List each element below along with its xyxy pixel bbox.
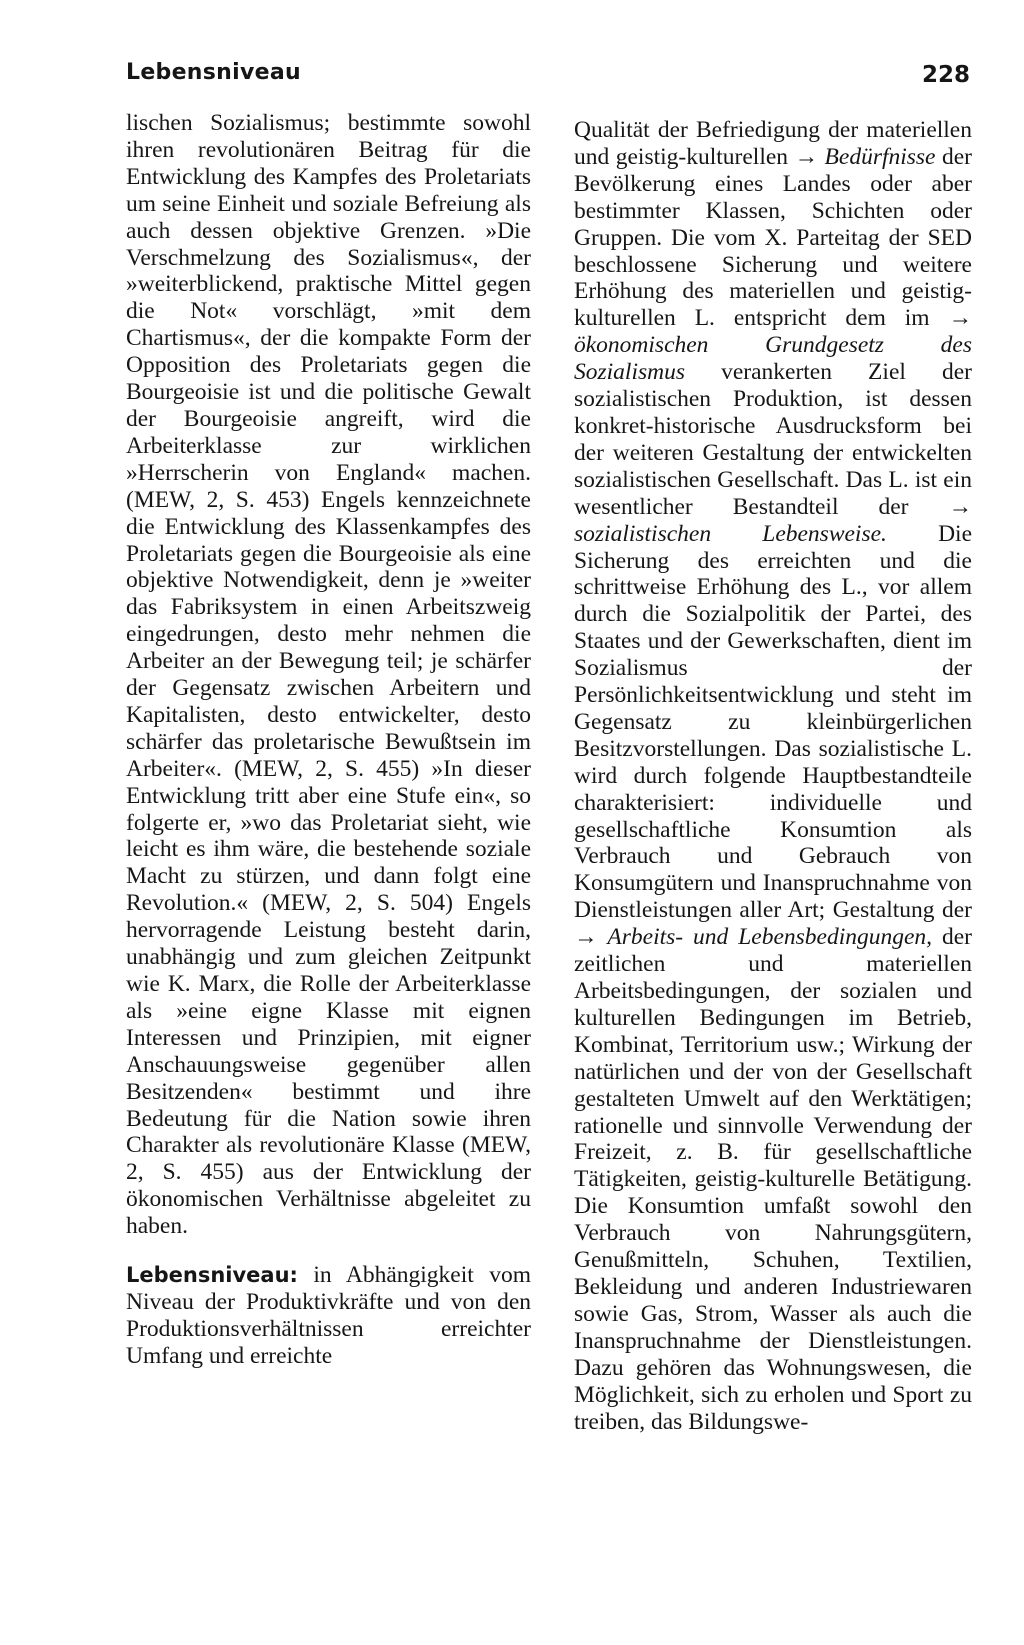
cross-reference-arbeits-und-lebensbedingungen: Arbeits- und Lebensbedingungen, <box>607 924 933 951</box>
cross-reference-sozialistische-lebensweise: sozialistischen Lebensweise. <box>574 520 887 547</box>
entry-text-start: in Abhängigkeit vom Niveau der Produktivkräfte und von den Produktionsverhältnissen erreichter Umfang und erreichte <box>126 1262 531 1369</box>
text-segment: der zeitlichen und materiellen Arbeitsbedingungen, der sozialen und kulturellen Bedingungen im Betrieb, Kombinat, Territorium usw.; Wirkung der natürlichen und der von der Gesellschaft gestalteten Umwelt auf den Werktätigen; rationelle und sinnvolle Verwendung der Freizeit, z. B. für gesellschaftliche Tätigkeiten, geistig-kulturelle Betätigung. Die Konsumtion umfaßt sowohl den Verbrauch von Nahrungsgütern, Genußmitteln, Schuhen, Textilien, Bekleidung und anderen Industriewaren sowie Gas, Strom, Wasser als auch die Inanspruchnahme der Dienstleistungen. Dazu gehören das Wohnungswesen, die Möglichkeit, sich zu erholen und Sport zu treiben, das Bildungswe- <box>574 924 972 1435</box>
text-segment: Die Sicherung des erreichten und die schrittweise Erhöhung des L., vor allem durch die Sozialpolitik der Partei, des Staates und der Gewerkschaften, dient im Sozialismus der Persönlichkeitsentwicklung und steht im Gegensatz zu kleinbürgerlichen Besitzvorstellungen. Das sozialistische L. wird durch folgende Hauptbestandteile charakterisiert: individuelle und gesellschaftliche Konsumtion als Verbrauch und Gebrauch von Konsumgütern und Inanspruchnahme von Dienstleistungen aller Art; Gestaltung der <box>574 520 972 924</box>
text-segment: der Bevölkerung eines Landes oder aber bestimmter Klassen, Schichten oder Gruppen. Die vom X. Parteitag der SED beschlossene Sicherung und weitere Erhöhung des materiellen und geistig-kulturellen L. entspricht dem im <box>574 143 972 332</box>
entry-lemma: Lebensniveau: <box>126 1263 298 1288</box>
left-column <box>126 110 531 1370</box>
continuation-paragraph: lischen Sozialismus; bestimmte sowohl ihren revolutionären Beitrag für die Entwicklung des Kampfes des Proletariats um seine Einheit und soziale Befreiung als auch dessen objektive Grenzen. »Die Verschmelzung des Sozialismus«, der »weiterblickend, praktische Mittel gegen die Not« vorschlägt, »mit dem Chartismus«, der die kompakte Form der Opposition des Proletariats gegen die Bourgeoisie ist und die politische Gewalt der Bourgeoisie angreift, wird die Arbeiterklasse zur wirklichen »Herrscherin von England« machen. (MEW, 2, S. 453) Engels kennzeichnete die Entwicklung des Klassenkampfes des Proletariats gegen die Bourgeoisie als eine objektive Notwendigkeit, denn je »weiter das Fabriksystem in einen Arbeitszweig eingedrungen, desto mehr nehmen die Arbeiter an der Bewegung teil; je schärfer der Gegensatz zwischen Arbeitern und Kapitalisten, desto entwickelter, desto schärfer das proletarische Bewußtsein im Arbeiter«. (MEW, 2, S. 455) »In dieser Entwicklung tritt aber eine Stufe ein«, so folgerte er, »wo das Proletariat sieht, wie leicht es ihm wäre, die bestehende soziale Macht zu stürzen, und dann folgt eine Revolution.« (MEW, 2, S. 504) Engels hervorragende Leistung besteht darin, unabhängig und zum gleichen Zeitpunkt wie K. Marx, die Rolle der Arbeiterklasse als »eine eigne Klasse mit eignen Interessen und Prinzipien, mit eigner Anschauungsweise gegenüber allen Besitzenden« bestimmt und ihre Bedeutung für die Nation sowie ihren Charakter als revolutionäre Klasse (MEW, 2, S. 455) aus der Entwicklung der ökonomischen Verhältnisse abgeleitet zu haben. <box>126 110 531 1240</box>
page-number: 228 <box>921 62 970 88</box>
text-segment: verankerten Ziel der sozialistischen Produktion, ist dessen konkret-historische Ausdrucksform bei der weiteren Gestaltung der entwickelten sozialistischen Gesellschaft. Das L. ist ein wesentlicher Bestandteil der <box>574 359 972 520</box>
cross-reference-oekonomisches-grundgesetz: ökonomischen Grundgesetz des Sozialismus <box>574 332 972 386</box>
cross-reference-arrow-icon: → <box>948 493 972 520</box>
right-column <box>574 117 972 1435</box>
entry-continuation-paragraph <box>574 117 972 1435</box>
text-segment: Qualität der Befriedigung der materiellen und geistig-kulturellen <box>574 117 972 170</box>
cross-reference-beduerfnisse: Bedürfnisse <box>824 143 936 170</box>
cross-reference-arrow-icon: → <box>794 143 819 170</box>
cross-reference-arrow-icon: → <box>574 924 598 951</box>
running-header-keyword: Lebensniveau <box>126 60 301 85</box>
entry-lebensniveau <box>126 1262 531 1370</box>
cross-reference-arrow-icon: → <box>948 305 972 332</box>
